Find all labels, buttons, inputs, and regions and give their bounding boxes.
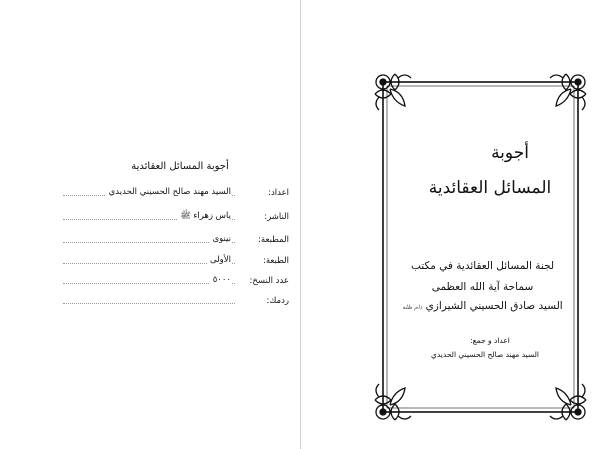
- info-row-edition: [55, 254, 297, 268]
- cover-subtitle-line3: [385, 300, 580, 312]
- page-gutter: [300, 0, 301, 449]
- credit-label: اعداد و جمع:: [470, 336, 510, 345]
- info-row-printer: [55, 233, 297, 247]
- info-value: الأولى: [207, 253, 231, 267]
- book-title-small: أجوبة المسائل العقائدية: [131, 161, 229, 172]
- info-label: الناشر:: [264, 212, 289, 222]
- dotted-line: [63, 303, 235, 304]
- info-label: اعداد:: [268, 188, 289, 198]
- info-label: المطبعة:: [258, 235, 289, 245]
- cover-subtitle-line2: سماحة آية الله العظمى: [431, 281, 534, 293]
- cover-title-line2: المسائل العقائدية: [428, 178, 552, 198]
- info-value: ياس زهراء ﷺ: [177, 209, 231, 223]
- ornamental-frame: [373, 72, 588, 422]
- info-row-publisher: [55, 210, 297, 224]
- cover-title-line1: أجوبة: [491, 143, 529, 163]
- frame-border: [373, 72, 588, 422]
- info-value: ٥٠٠٠: [210, 273, 231, 287]
- info-label: ردمك:: [266, 296, 289, 306]
- cover-subtitle-name: السيد صادق الحسيني الشيرازي: [425, 300, 563, 312]
- credit-name: السيد مهند صالح الحسيني الحديدي: [431, 350, 539, 359]
- honorific-seal: دام ظله: [402, 304, 423, 311]
- info-row-author: [55, 186, 297, 200]
- info-label: عدد النسخ:: [249, 276, 289, 286]
- cover-subtitle-line1: لجنة المسائل العقائدية في مكتب: [410, 260, 555, 272]
- info-value: نينوى: [209, 232, 231, 246]
- info-row-isbn: [55, 294, 297, 308]
- info-row-copies: [55, 274, 297, 288]
- info-label: الطبعة:: [262, 256, 289, 266]
- info-value: السيد مهند صالح الحسيني الحديدي: [106, 185, 231, 199]
- corner-ornament-icon: [375, 74, 586, 420]
- left-page: [0, 0, 300, 449]
